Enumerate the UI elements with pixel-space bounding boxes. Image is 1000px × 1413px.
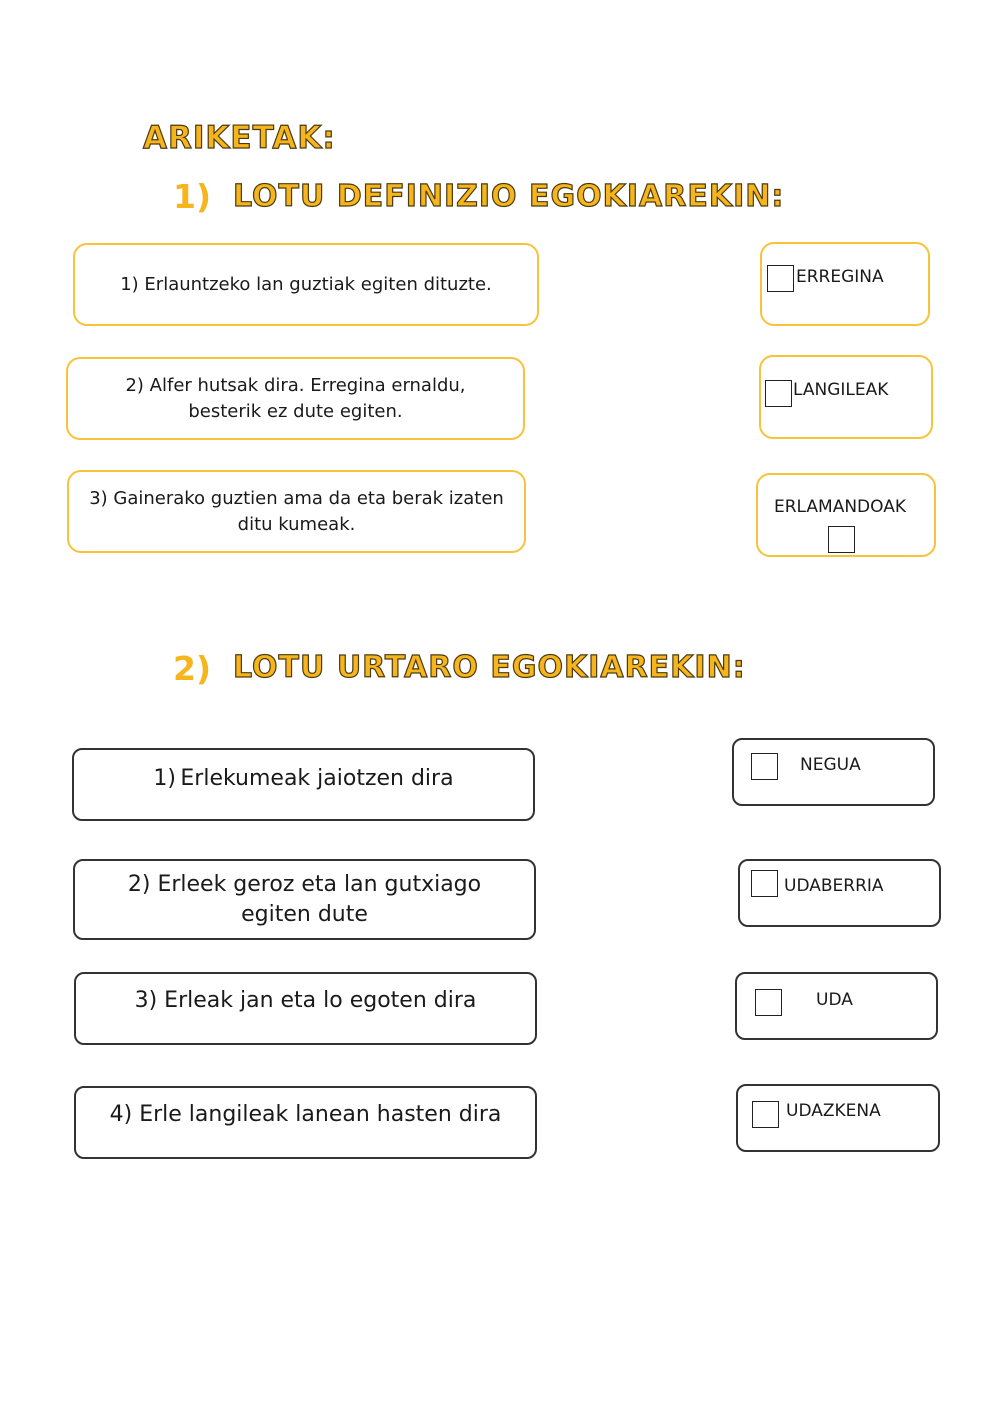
option-label-uda: UDA <box>816 990 853 1010</box>
checkbox-erregina[interactable] <box>767 265 794 292</box>
option-label-udazkena: UDAZKENA <box>786 1101 881 1121</box>
statement-text-2: 2) Erleek geroz eta lan gutxiago egiten dute <box>127 871 482 927</box>
page-title: ARIKETAK: <box>143 120 336 156</box>
option-label-erlamandoak: ERLAMANDOAK <box>774 497 907 517</box>
definition-box-1 <box>73 243 539 326</box>
statement-text-1: 1) Erlekumeak jaiotzen dira <box>153 765 454 791</box>
definition-text-2: 2) Alfer hutsak dira. Erregina ernaldu, besterik ez dute egiten. <box>125 374 466 422</box>
option-label-erregina: ERREGINA <box>796 267 884 287</box>
definition-text-1: 1) Erlauntzeko lan guztiak egiten dituzte. <box>120 273 492 295</box>
statement-text-3: 3) Erleak jan eta lo egoten dira <box>134 987 477 1013</box>
option-label-langileak: LANGILEAK <box>793 380 889 400</box>
statement-box-2 <box>73 859 536 940</box>
checkbox-erlamandoak[interactable] <box>828 526 855 553</box>
definition-box-2 <box>66 357 525 440</box>
section2-number: 2) <box>173 649 212 688</box>
statement-box-4 <box>74 1086 537 1159</box>
option-label-negua: NEGUA <box>800 755 861 775</box>
section1-heading: LOTU DEFINIZIO EGOKIAREKIN: <box>233 179 785 214</box>
statement-box-3 <box>74 972 537 1045</box>
checkbox-udaberria[interactable] <box>751 870 778 897</box>
checkbox-negua[interactable] <box>751 753 778 780</box>
checkbox-udazkena[interactable] <box>752 1101 779 1128</box>
definition-box-3 <box>67 470 526 553</box>
option-label-udaberria: UDABERRIA <box>784 876 884 896</box>
definition-text-3: 3) Gainerako guztien ama da eta berak izaten ditu kumeak. <box>89 487 504 535</box>
checkbox-uda[interactable] <box>755 989 782 1016</box>
section2-heading: LOTU URTARO EGOKIAREKIN: <box>233 650 746 685</box>
checkbox-langileak[interactable] <box>765 380 792 407</box>
section1-number: 1) <box>173 177 212 216</box>
statement-text-4: 4) Erle langileak lanean hasten dira <box>109 1101 502 1127</box>
statement-box-1 <box>72 748 535 821</box>
